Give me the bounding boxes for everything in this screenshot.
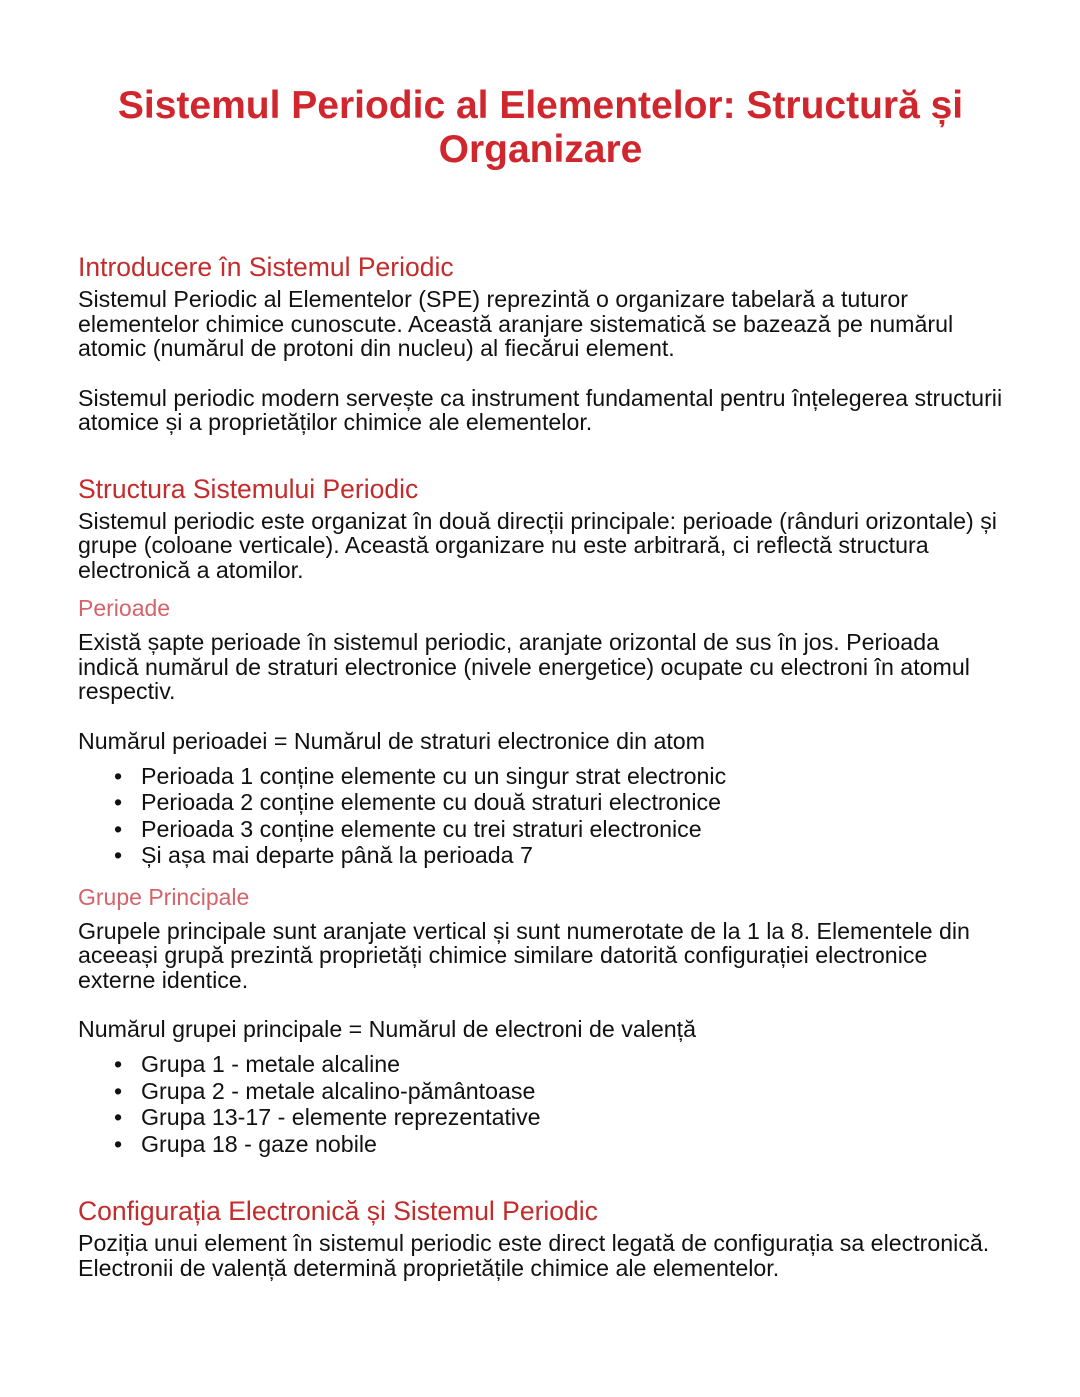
intro-paragraph-2: Sistemul periodic modern servește ca instrument fundamental pentru înțelegerea structurii atomice și a proprietăților chimice ale elementelor. xyxy=(78,384,1003,435)
bullet-icon: • xyxy=(114,842,123,868)
list-item: • Grupa 1 - metale alcaline xyxy=(114,1051,401,1077)
list-item: • Grupa 18 - gaze nobile xyxy=(114,1130,377,1157)
bullet-icon: • xyxy=(114,1104,123,1130)
list-item: • Perioada 1 conține elemente cu un singur strat electronic xyxy=(114,762,727,789)
section-heading-structure: Structura Sistemului Periodic xyxy=(78,473,419,504)
structure-paragraph-1: Sistemul periodic este organizat în două direcții principale: perioade (rânduri orizontale) și grupe (coloane verticale). Această organizare nu este arbitrară, ci reflectă structura electronică a atomilor. xyxy=(78,507,997,583)
bullet-icon: • xyxy=(114,1051,123,1077)
bullet-icon: • xyxy=(114,1077,123,1104)
section-heading-config: Configurația Electronică și Sistemul Periodic xyxy=(78,1196,598,1226)
subsection-heading-periods: Perioade xyxy=(78,595,171,621)
bullet-icon: • xyxy=(114,789,123,815)
list-item: • Și așa mai departe până la perioada 7 xyxy=(114,842,533,868)
intro-paragraph-1: Sistemul Periodic al Elementelor (SPE) reprezintă o organizare tabelară a tuturor elementelor chimice cunoscute. Această aranjare sistematică se bazează pe numărul atomic (numărul de protoni din nucleu) al fiecărui element. xyxy=(78,286,954,361)
bullet-icon: • xyxy=(114,762,123,789)
document-title: Sistemul Periodic al Elementelor: Structură și Organizare xyxy=(117,84,964,171)
groups-formula: Numărul grupei principale = Numărul de electroni de valență xyxy=(78,1016,697,1042)
section-heading-intro: Introducere în Sistemul Periodic xyxy=(78,252,454,282)
list-item: • Perioada 3 conține elemente cu trei straturi electronice xyxy=(114,815,702,842)
subsection-heading-groups: Grupe Principale xyxy=(78,883,250,910)
list-item: • Grupa 2 - metale alcalino-pământoase xyxy=(114,1077,536,1104)
periods-list xyxy=(78,763,1003,869)
bullet-icon: • xyxy=(114,815,123,842)
document-page xyxy=(78,84,1003,1280)
bullet-icon: • xyxy=(114,1130,123,1157)
list-item: • Perioada 2 conține elemente cu două straturi electronice xyxy=(114,789,722,815)
groups-list xyxy=(78,1051,1003,1157)
config-paragraph-1: Poziția unui element în sistemul periodic este direct legată de configurația sa electronică. Electronii de valență determină proprietățile chimice ale elementelor. xyxy=(78,1230,990,1281)
periods-formula: Numărul perioadei = Numărul de straturi electronice din atom xyxy=(78,727,706,754)
list-item: • Grupa 13-17 - elemente reprezentative xyxy=(114,1104,541,1130)
groups-paragraph-1: Grupele principale sunt aranjate vertical și sunt numerotate de la 1 la 8. Elementele din aceeași grupă prezintă proprietăți chimice similare datorită configurației electronice externe identice. xyxy=(78,917,970,993)
periods-paragraph-1: Există șapte perioade în sistemul periodic, aranjate orizontal de sus în jos. Perioada indică numărul de straturi electronice (nivele energetice) ocupate cu electroni în atomul respectiv. xyxy=(78,629,970,704)
